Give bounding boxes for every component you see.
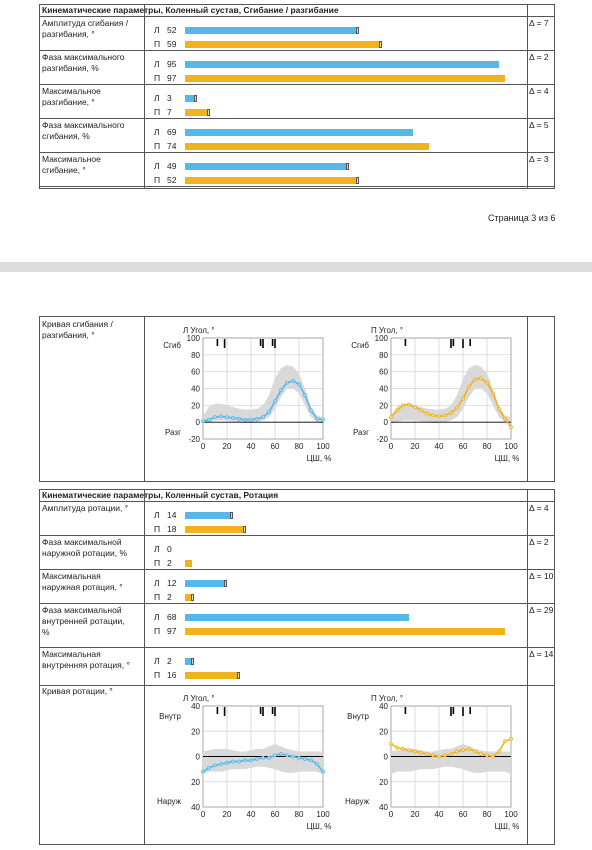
data-point (504, 417, 507, 420)
param-row (40, 118, 554, 153)
rotation-curve-label: Кривая ротации, ° (42, 686, 113, 696)
y-tick-label: 60 (379, 367, 388, 377)
data-point (274, 400, 277, 403)
left-value-bar (185, 580, 225, 587)
data-point (426, 752, 429, 755)
data-point (474, 378, 477, 381)
param-label: Фаза максимальной наружной ротации, % (42, 537, 128, 558)
right-value-bar (185, 560, 192, 567)
param-row (40, 603, 554, 648)
x-tick-label: 100 (504, 810, 518, 819)
right-value-bar (185, 41, 380, 48)
data-point (214, 416, 217, 419)
x-tick-label: 40 (246, 442, 256, 451)
delta-value: Δ = 4 (529, 503, 549, 513)
x-tick-label: 20 (410, 442, 420, 451)
chart-title: Л Угол, ° (183, 694, 215, 703)
left-side-label: Л (154, 656, 160, 666)
chart-title: П Угол, ° (371, 694, 404, 703)
y-tick-label: 0 (195, 752, 200, 762)
left-side-label: Л (154, 510, 160, 520)
right-value-bar (185, 672, 238, 679)
param-label: Максимальное сгибание, ° (42, 154, 101, 175)
data-point (310, 409, 313, 412)
y-tick-label: 100 (186, 334, 200, 343)
data-point (510, 737, 513, 740)
range-marker (194, 95, 197, 102)
left-value: 14 (167, 510, 177, 520)
left-value-bar (185, 129, 413, 136)
x-tick-label: 20 (222, 810, 232, 819)
x-tick-label: 80 (482, 810, 492, 819)
flexion-curve-charts (145, 317, 527, 481)
right-value-bar (185, 75, 505, 82)
right-value-bar (185, 628, 505, 635)
flexion-curve-table (39, 316, 555, 482)
data-point (408, 749, 411, 752)
delta-value: Δ = 7 (529, 18, 549, 28)
data-point (268, 411, 271, 414)
data-point (274, 754, 277, 757)
delta-value: Δ = 14 (529, 649, 554, 659)
right-value: 2 (167, 558, 172, 568)
x-tick-label: 0 (388, 442, 394, 451)
x-tick-label: 60 (458, 442, 468, 451)
data-point (438, 415, 441, 418)
right-value-bar (185, 143, 429, 150)
data-point (202, 770, 205, 773)
data-point (316, 763, 319, 766)
range-marker (224, 580, 227, 587)
param-row (40, 535, 554, 570)
delta-value: Δ = 2 (529, 52, 549, 62)
data-point (238, 760, 241, 763)
right-value-bar (185, 526, 244, 533)
data-point (432, 754, 435, 757)
param-row (40, 84, 554, 119)
y-tick-label: -20 (376, 435, 388, 444)
data-point (244, 759, 247, 762)
data-point (450, 752, 453, 755)
data-point (292, 379, 295, 382)
data-point (250, 418, 253, 421)
data-point (444, 414, 447, 417)
data-point (232, 760, 235, 763)
right-side-label: П (154, 670, 161, 680)
left-value-bar (185, 61, 499, 68)
range-marker (243, 526, 246, 533)
param-label: Фаза максимального разгибания, % (42, 52, 125, 73)
x-tick-label: 80 (294, 810, 304, 819)
x-tick-label: 0 (200, 810, 206, 819)
x-tick-label: 60 (458, 810, 468, 819)
param-label: Максимальное разгибание, ° (42, 86, 101, 107)
direction-label-bottom: Наруж (344, 797, 369, 806)
data-point (414, 750, 417, 753)
right-value: 52 (167, 175, 177, 185)
data-point (262, 416, 265, 419)
data-point (462, 749, 465, 752)
left-value-bar (185, 163, 347, 170)
delta-value: Δ = 4 (529, 86, 549, 96)
data-point (480, 377, 483, 380)
data-point (456, 406, 459, 409)
left-value: 68 (167, 612, 177, 622)
left-side-label: Л (154, 161, 160, 171)
data-point (432, 414, 435, 417)
left-value: 95 (167, 59, 177, 69)
y-tick-label: 20 (191, 727, 200, 737)
data-point (280, 389, 283, 392)
data-point (396, 409, 399, 412)
x-tick-label: 40 (434, 442, 444, 451)
right-value-bar (185, 177, 357, 184)
data-point (220, 763, 223, 766)
right-value: 2 (167, 592, 172, 602)
data-point (316, 417, 319, 420)
section-title: Кинематические параметры, Коленный сустав, Сгибание / разгибание (40, 5, 554, 17)
param-label: Максимальная наружная ротация, ° (42, 571, 123, 592)
x-axis-label: ЦШ, % (494, 822, 520, 831)
right-side-label: П (154, 39, 161, 49)
right-value: 59 (167, 39, 177, 49)
direction-label-top: Сгиб (351, 341, 369, 350)
left-side-label: Л (154, 612, 160, 622)
range-marker (191, 594, 194, 601)
data-point (286, 381, 289, 384)
right-side-label: П (154, 107, 161, 117)
range-marker (356, 27, 359, 34)
chart-title: Л Угол, ° (183, 326, 215, 335)
data-point (498, 407, 501, 410)
data-point (420, 751, 423, 754)
right-value: 97 (167, 73, 177, 83)
data-point (280, 752, 283, 755)
data-point (456, 750, 459, 753)
right-side-label: П (154, 558, 161, 568)
data-point (286, 754, 289, 757)
right-value: 16 (167, 670, 177, 680)
data-point (202, 420, 205, 423)
data-point (492, 755, 495, 758)
right-side-label: П (154, 592, 161, 602)
y-tick-label: 40 (191, 384, 200, 394)
param-row (40, 569, 554, 604)
left-value: 69 (167, 127, 177, 137)
page-number: Страница 3 из 6 (488, 213, 556, 223)
right-side-label: П (154, 524, 161, 534)
range-marker (346, 163, 349, 170)
right-value: 7 (167, 107, 172, 117)
section-title: Кинематические параметры, Коленный сустав, Ротация (40, 490, 554, 502)
left-side-label: Л (154, 578, 160, 588)
data-point (408, 403, 411, 406)
x-tick-label: 60 (270, 442, 280, 451)
param-row (40, 152, 554, 187)
data-point (244, 418, 247, 421)
data-point (492, 392, 495, 395)
y-tick-label: 40 (379, 384, 388, 394)
y-tick-label: 0 (383, 752, 388, 762)
x-axis-label: ЦШ, % (494, 454, 520, 463)
y-tick-label: 40 (379, 702, 388, 711)
right-value: 97 (167, 626, 177, 636)
param-row (40, 16, 554, 51)
x-tick-label: 20 (410, 810, 420, 819)
data-point (396, 746, 399, 749)
x-tick-label: 0 (200, 442, 206, 451)
data-point (208, 418, 211, 421)
x-tick-label: 60 (270, 810, 280, 819)
data-point (304, 394, 307, 397)
direction-label-bottom: Разг (352, 428, 369, 437)
left-value: 3 (167, 93, 172, 103)
param-label: Амплитуда сгибания / разгибания, ° (42, 18, 129, 39)
range-marker (237, 672, 240, 679)
left-side-label: Л (154, 93, 160, 103)
x-tick-label: 80 (294, 442, 304, 451)
data-point (468, 385, 471, 388)
right-side-label: П (154, 73, 161, 83)
data-point (322, 770, 325, 773)
param-label: Максимальная внутренняя ротация, ° (42, 649, 130, 670)
y-tick-label: 20 (191, 777, 200, 787)
data-point (402, 747, 405, 750)
param-row (40, 647, 554, 686)
left-side-label: Л (154, 127, 160, 137)
range-marker (191, 658, 194, 665)
data-point (510, 426, 513, 429)
delta-value: Δ = 29 (529, 605, 554, 615)
right-value: 18 (167, 524, 177, 534)
left-value: 12 (167, 578, 177, 588)
range-marker (356, 177, 359, 184)
right-value: 74 (167, 141, 177, 151)
data-point (268, 756, 271, 759)
data-point (226, 416, 229, 419)
left-value-bar (185, 614, 409, 621)
data-point (474, 750, 477, 753)
left-value-bar (185, 512, 231, 519)
data-point (414, 406, 417, 409)
data-point (250, 759, 253, 762)
right-value-bar (185, 109, 208, 116)
range-marker (230, 512, 233, 519)
data-point (262, 756, 265, 759)
x-tick-label: 100 (316, 810, 330, 819)
delta-value: Δ = 3 (529, 154, 549, 164)
data-point (298, 756, 301, 759)
y-tick-label: 80 (379, 350, 388, 360)
data-point (486, 381, 489, 384)
data-point (444, 754, 447, 757)
data-point (238, 417, 241, 420)
data-point (322, 418, 325, 421)
param-label: Амплитуда ротации, ° (42, 503, 129, 513)
data-point (256, 417, 259, 420)
y-tick-label: 0 (383, 418, 388, 428)
right-side-label: П (154, 175, 161, 185)
param-row (40, 501, 554, 536)
data-point (292, 755, 295, 758)
flexion-params-table (39, 4, 555, 189)
x-tick-label: 100 (316, 442, 330, 451)
rotation-params-table (39, 489, 555, 845)
y-tick-label: 20 (379, 777, 388, 787)
right-side-label: П (154, 626, 161, 636)
y-tick-label: 100 (374, 334, 388, 343)
left-side-label: Л (154, 59, 160, 69)
y-tick-label: 40 (191, 803, 200, 812)
delta-value: Δ = 2 (529, 537, 549, 547)
x-axis-label: ЦШ, % (306, 822, 332, 831)
data-point (450, 411, 453, 414)
y-tick-label: 40 (191, 702, 200, 711)
y-tick-label: 80 (191, 350, 200, 360)
x-tick-label: 40 (246, 810, 256, 819)
direction-label-top: Сгиб (163, 341, 181, 350)
y-tick-label: 40 (379, 803, 388, 812)
y-tick-label: 60 (191, 367, 200, 377)
x-tick-label: 80 (482, 442, 492, 451)
delta-value: Δ = 10 (529, 571, 554, 581)
y-tick-label: 20 (379, 401, 388, 411)
y-tick-label: 20 (191, 401, 200, 411)
x-tick-label: 100 (504, 442, 518, 451)
data-point (462, 397, 465, 400)
param-label: Фаза максимальной внутренней ротации, % (42, 605, 125, 637)
data-point (298, 383, 301, 386)
data-point (402, 404, 405, 407)
delta-value: Δ = 5 (529, 120, 549, 130)
data-point (232, 416, 235, 419)
left-value: 49 (167, 161, 177, 171)
data-point (420, 409, 423, 412)
x-tick-label: 40 (434, 810, 444, 819)
data-point (438, 755, 441, 758)
param-row (40, 50, 554, 85)
data-point (390, 742, 393, 745)
param-label: Фаза максимального сгибания, % (42, 120, 125, 141)
y-tick-label: -20 (188, 435, 200, 444)
direction-label-top: Внутр (159, 712, 181, 721)
left-value: 2 (167, 656, 172, 666)
left-side-label: Л (154, 25, 160, 35)
direction-label-top: Внутр (347, 712, 369, 721)
flexion-curve-label: Кривая сгибания / разгибания, ° (42, 319, 113, 340)
data-point (426, 412, 429, 415)
data-point (310, 759, 313, 762)
x-axis-label: ЦШ, % (306, 454, 332, 463)
left-value: 52 (167, 25, 177, 35)
data-point (486, 754, 489, 757)
data-point (220, 415, 223, 418)
data-point (504, 740, 507, 743)
left-side-label: Л (154, 544, 160, 554)
x-tick-label: 20 (222, 442, 232, 451)
right-side-label: П (154, 141, 161, 151)
y-tick-label: 20 (379, 727, 388, 737)
data-point (226, 761, 229, 764)
data-point (498, 750, 501, 753)
x-tick-label: 0 (388, 810, 394, 819)
data-point (214, 764, 217, 767)
data-point (468, 747, 471, 750)
rotation-curve-charts (145, 685, 527, 845)
data-point (480, 752, 483, 755)
data-point (304, 758, 307, 761)
page-separator (0, 262, 592, 272)
direction-label-bottom: Разг (164, 428, 181, 437)
range-marker (207, 109, 210, 116)
left-value-bar (185, 27, 357, 34)
data-point (390, 416, 393, 419)
range-marker (379, 41, 382, 48)
data-point (208, 766, 211, 769)
data-point (256, 758, 259, 761)
left-value: 0 (167, 544, 172, 554)
y-tick-label: 0 (195, 418, 200, 428)
chart-title: П Угол, ° (371, 326, 404, 335)
direction-label-bottom: Наруж (156, 797, 181, 806)
